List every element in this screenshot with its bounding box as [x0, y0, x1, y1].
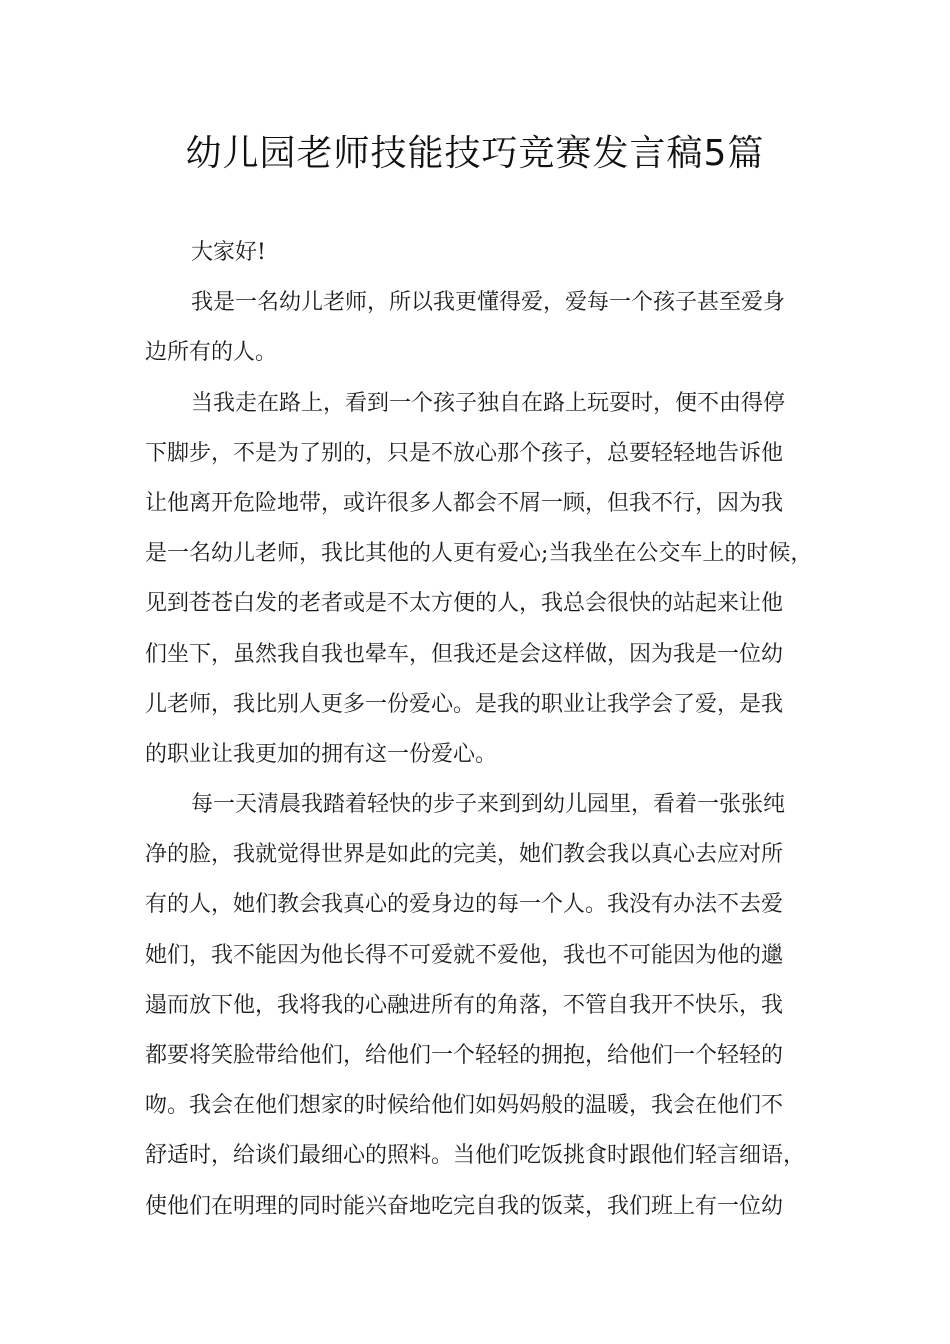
paragraph-line: 她们，我不能因为他长得不可爱就不爱他，我也不可能因为他的邋 [145, 942, 784, 968]
document-body [145, 228, 817, 1232]
paragraph-line: 边所有的人。 [145, 340, 278, 366]
paragraph-line: 下脚步，不是为了别的，只是不放心那个孩子，总要轻轻地告诉他 [145, 440, 784, 466]
paragraph-line: 有的人，她们教会我真心的爱身边的每一个人。我没有办法不去爱 [145, 892, 784, 918]
paragraph-line: 的职业让我更加的拥有这一份爱心。 [145, 741, 498, 767]
paragraph-line: 舒适时，给谈们最细心的照料。当他们吃饭挑食时跟他们轻言细语， [145, 1143, 806, 1169]
paragraph-line: 让他离开危险地带，或许很多人都会不屑一顾，但我不行，因为我 [145, 490, 784, 516]
paragraph-line: 见到苍苍白发的老者或是不太方便的人，我总会很快的站起来让他 [145, 591, 784, 617]
paragraph-first-line: 大家好! [191, 240, 266, 265]
page-title: 幼儿园老师技能技巧竞赛发言稿5篇 [185, 133, 765, 174]
paragraph-line: 们坐下，虽然我自我也晕车，但我还是会这样做，因为我是一位幼 [145, 641, 784, 667]
paragraph-line: 吻。我会在他们想家的时候给他们如妈妈般的温暖，我会在他们不 [145, 1093, 784, 1119]
paragraph-first-line: 每一天清晨我踏着轻快的步子来到到幼儿园里，看着一张张纯 [191, 792, 786, 818]
paragraph-first-line: 我是一名幼儿老师，所以我更懂得爱，爱每一个孩子甚至爱身 [191, 290, 786, 316]
paragraph-line: 是一名幼儿老师，我比其他的人更有爱心;当我坐在公交车上的时候， [145, 541, 813, 567]
paragraph-line: 净的脸，我就觉得世界是如此的完美，她们教会我以真心去应对所 [145, 842, 784, 868]
paragraph-line: 使他们在明理的同时能兴奋地吃完自我的饭菜，我们班上有一位幼 [145, 1193, 784, 1219]
paragraph-line: 遢而放下他，我将我的心融进所有的角落，不管自我开不快乐，我 [145, 992, 784, 1018]
paragraph-line: 都要将笑脸带给他们，给他们一个轻轻的拥抱，给他们一个轻轻的 [145, 1043, 784, 1068]
paragraph-first-line: 当我走在路上，看到一个孩子独自在路上玩耍时，便不由得停 [191, 390, 786, 416]
paragraph-line: 儿老师，我比别人更多一份爱心。是我的职业让我学会了爱，是我 [145, 691, 784, 717]
